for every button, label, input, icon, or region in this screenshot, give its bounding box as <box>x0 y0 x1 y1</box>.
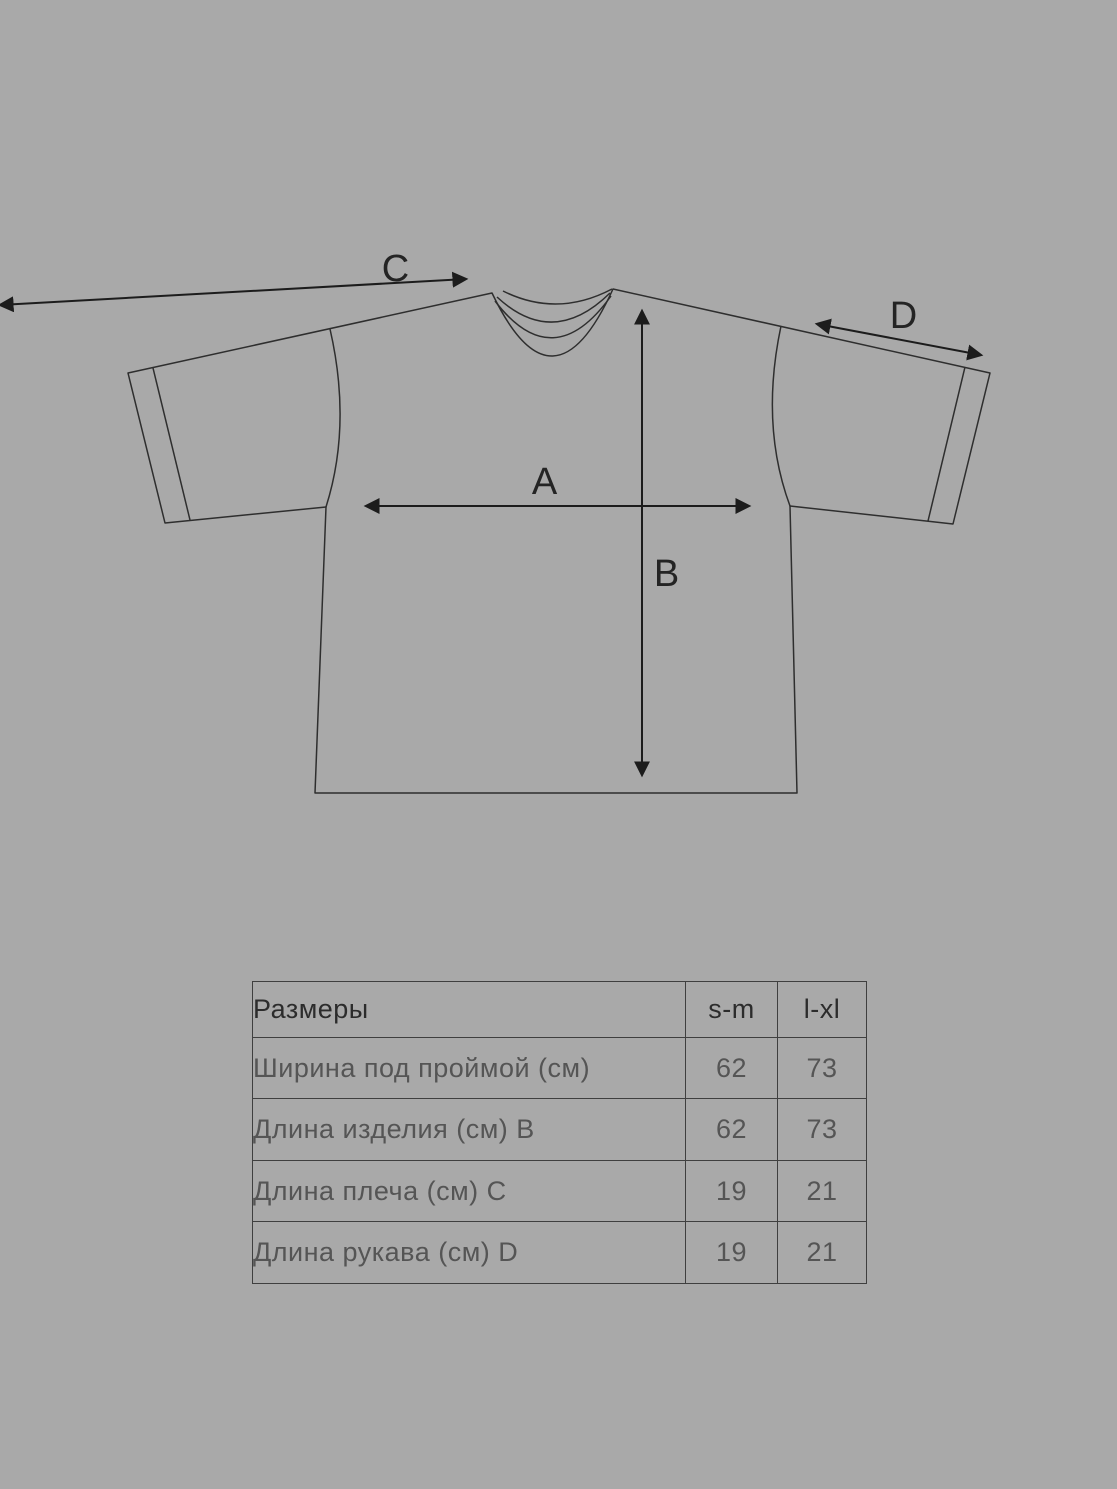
value-sm: 62 <box>686 1099 778 1161</box>
collar-rib-arc-2 <box>495 296 611 338</box>
dim-label-c: C <box>381 248 411 290</box>
row-label: Длина рукава (см) D <box>253 1222 686 1284</box>
table-row-shoulder-length <box>253 1161 867 1222</box>
collar-inner-arc <box>503 289 612 304</box>
column-header-sm: s-m <box>686 982 778 1038</box>
value-lxl: 21 <box>778 1161 867 1222</box>
row-label: Длина изделия (см) B <box>253 1099 686 1161</box>
table-row-garment-length <box>253 1099 867 1161</box>
value-lxl: 21 <box>778 1222 867 1284</box>
size-table-header-row <box>253 982 867 1038</box>
tshirt-outline <box>128 289 990 793</box>
row-label: Длина плеча (см) C <box>253 1161 686 1222</box>
value-sm: 19 <box>686 1222 778 1284</box>
size-table <box>252 981 867 1284</box>
table-row-armhole-width <box>253 1038 867 1099</box>
dim-label-b: B <box>653 553 681 595</box>
value-lxl: 73 <box>778 1038 867 1099</box>
value-sm: 62 <box>686 1038 778 1099</box>
dim-label-a: A <box>531 461 559 503</box>
value-lxl: 73 <box>778 1099 867 1161</box>
table-row-sleeve-length <box>253 1222 867 1284</box>
dim-label-d: D <box>889 295 919 337</box>
value-sm: 19 <box>686 1161 778 1222</box>
size-table-title: Размеры <box>253 982 686 1038</box>
right-armhole-seam <box>772 326 790 506</box>
left-armhole-seam <box>326 329 340 507</box>
row-label: Ширина под проймой (см) <box>253 1038 686 1099</box>
column-header-lxl: l-xl <box>778 982 867 1038</box>
